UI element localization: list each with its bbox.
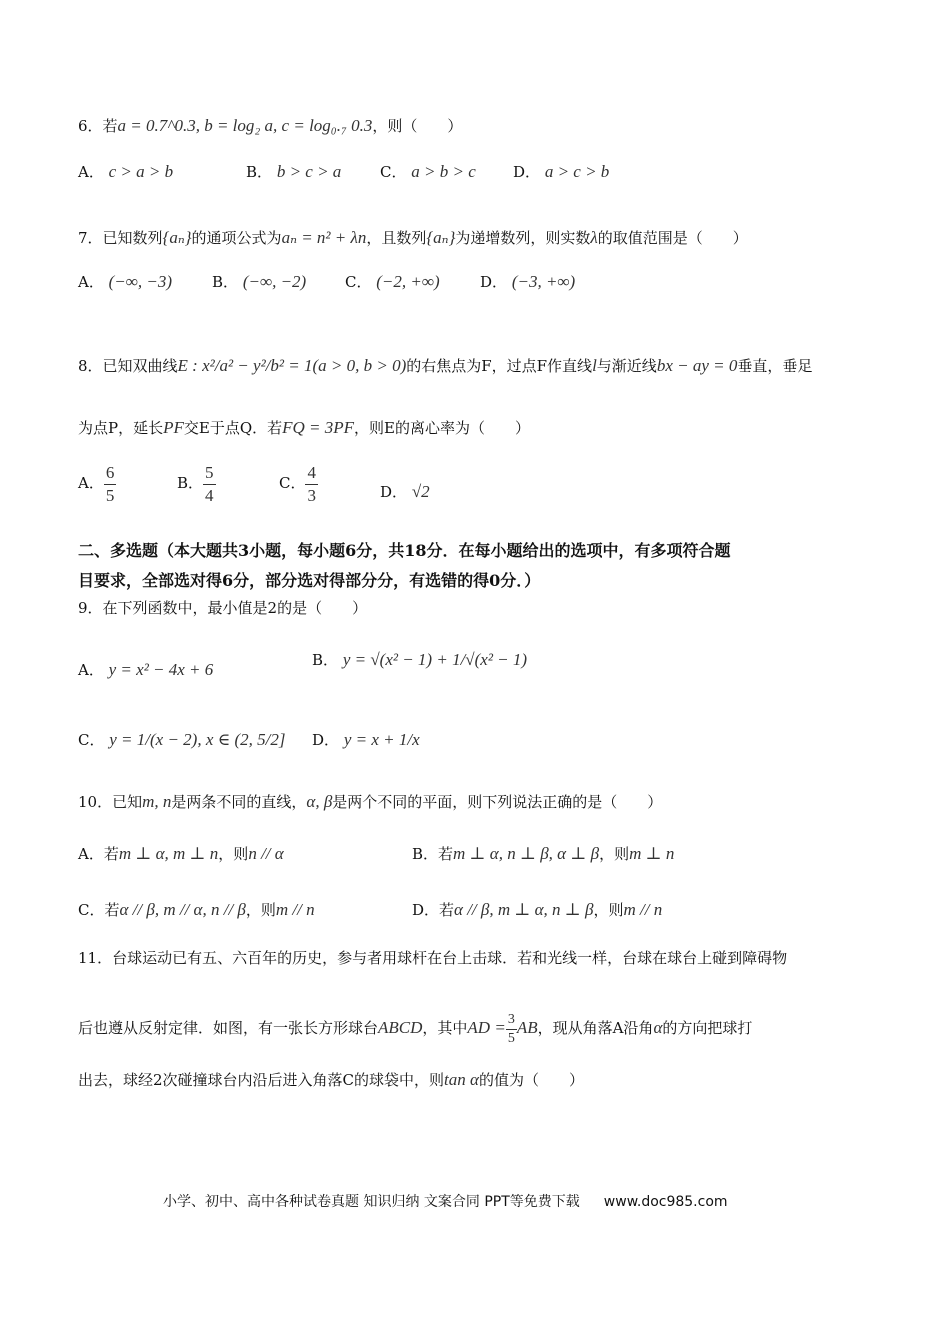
denominator: 5 [105,485,115,505]
q8-option-b [177,460,216,507]
option-label: B．若 [412,845,454,863]
q7-stem [78,228,748,248]
q7-part3: ，且数列 [366,229,427,247]
q6-option-d [513,162,609,182]
option-math: b > c > a [276,162,342,181]
option-label: C． [78,731,105,749]
q8-line-l: l [592,356,597,375]
option-label: D． [312,731,340,749]
q9-option-d [312,730,420,750]
q8-option-a [78,460,116,507]
q10-option-d [412,900,662,920]
q8-stem-line2 [78,418,530,438]
q9-stem: 9．在下列函数中，最小值是2的是（ ） [78,599,368,617]
q10-part2: 是两条不同的直线， [171,793,307,811]
numerator: 5 [203,462,216,485]
option-math: (−∞, −3) [108,272,173,291]
option-math: y = 1/(x − 2), x ∈ (2, 5/2] [109,730,286,749]
option-then: ，则 [599,845,630,863]
q7-option-b [212,272,306,292]
denominator: 5 [507,1030,515,1046]
option-math: y = x + 1/x [343,730,420,749]
fraction [104,462,117,507]
option-label: A． [78,273,104,291]
option-label: A． [78,661,104,679]
option-math: a > b > c [411,162,476,181]
option-label: D． [480,273,508,291]
q8-pf: PF [163,418,184,437]
fraction [506,1011,517,1048]
q11-line3-part2: 的值为（ ） [478,1071,584,1089]
q8-hyperbola: E : x²/a² − y²/b² = 1(a > 0, b > 0) [177,356,407,375]
q6-prefix: 6．若 [78,117,118,135]
q10-ab: α, β [306,792,333,811]
q11-line2 [78,1006,752,1050]
q7-lambda: λ [590,228,598,247]
numerator: 6 [104,462,117,485]
q7-option-d [480,272,575,292]
option-then: ，则 [218,845,249,863]
q6-option-c [380,162,476,182]
q8-part4: 垂直，垂足 [737,357,813,375]
q10-part1: 10．已知 [78,793,143,811]
option-label: C． [279,474,306,492]
option-label: B． [177,474,204,492]
q8-stem-line1 [78,356,812,376]
q11-line3-part1: 出去，球经2次碰撞球台内沿后进入角落C的球袋中，则 [78,1071,445,1089]
option-math: y = x² − 4x + 6 [108,660,214,679]
option-cond: m ⊥ α, m ⊥ n [118,844,219,863]
option-math: (−3, +∞) [511,272,576,291]
q7-formula: aₙ = n² + λn [281,228,367,247]
option-then: ，则 [245,901,276,919]
numerator: 3 [506,1011,517,1030]
q7-seq2: {aₙ} [426,228,456,247]
q11-ab: AB [516,1018,538,1037]
option-label: B． [212,273,239,291]
option-math: y = √(x² − 1) + 1/√(x² − 1) [342,650,528,669]
q7-part1: 7．已知数列 [78,229,163,247]
numerator: 4 [305,462,318,485]
section-heading-line2: 目要求，全部选对得6分，部分选对得部分分，有选错的得0分．） [78,571,541,590]
fraction [305,462,318,507]
denominator: 4 [205,485,214,505]
q8-part1: 8．已知双曲线 [78,357,178,375]
option-math: (−2, +∞) [376,272,440,291]
fraction [203,462,216,507]
q7-option-c [345,272,440,292]
q11-ad-eq: AD = [467,1018,506,1037]
q10-part3: 是两个不同的平面，则下列说法正确的是（ ） [332,793,663,811]
option-label: C．若 [78,901,120,919]
q10-option-b [412,844,674,864]
q10-option-c [78,900,315,920]
option-label: A． [78,474,104,492]
q11-tan: tan α [444,1070,479,1089]
option-result: n // α [248,844,284,863]
q11-line2-part2: ，其中 [422,1019,468,1037]
option-cond: α // β, m // α, n // β [119,900,246,919]
q7-part5: 的取值范围是（ ） [597,229,748,247]
q9-option-b [312,650,527,670]
q7-part2: 的通项公式为 [191,229,282,247]
option-label: D．若 [412,901,455,919]
q8-fq: FQ = 3PF [282,418,355,437]
option-label: A． [78,163,104,181]
q9-option-c [78,730,285,750]
q6-suffix: ，则（ ） [372,117,463,135]
q6-expr: a = 0.7^0.3, b = log₂ a, c = log₀.₇ 0.3 [117,116,373,135]
q8-asymptote: bx − ay = 0 [656,356,738,375]
option-then: ，则 [593,901,624,919]
option-result: m // n [275,900,315,919]
q8-line2-part1: 为点P，延长 [78,419,164,437]
page-footer [163,1191,728,1211]
footer-text: 小学、初中、高中各种试卷真题 知识归纳 文案合同 PPT等免费下载 [163,1194,580,1210]
option-label: B． [312,651,339,669]
option-label: D． [380,483,408,501]
section-heading-line1: 二、多选题（本大题共3小题，每小题6分，共18分．在每小题给出的选项中，有多项符合题 [78,541,731,560]
q8-option-d [380,482,430,502]
footer-url[interactable]: www.doc985.com [603,1194,728,1210]
q8-part3: 与渐近线 [596,357,657,375]
option-label: C． [345,273,372,291]
option-cond: α // β, m ⊥ α, n ⊥ β [454,900,594,919]
option-cond: m ⊥ α, n ⊥ β, α ⊥ β [453,844,600,863]
q11-line2-part3: ，现从角落A沿角 [537,1019,654,1037]
q8-line2-part3: ，则E的离心率为（ ） [354,419,530,437]
option-label: B． [246,163,273,181]
q11-line3 [78,1070,584,1090]
q8-option-c [279,460,318,507]
q10-stem [78,792,662,812]
option-label: D． [513,163,541,181]
q8-part2: 的右焦点为F，过点F作直线 [406,357,593,375]
option-label: C． [380,163,407,181]
option-label: A．若 [78,845,119,863]
q7-option-a [78,272,172,292]
q7-part4: 为递增数列，则实数 [455,229,591,247]
q10-mn: m, n [142,792,172,811]
q10-option-a [78,844,284,864]
option-math: a > c > b [544,162,610,181]
option-math: (−∞, −2) [242,272,307,291]
denominator: 3 [307,485,316,505]
q6-option-b [246,162,341,182]
q11-line2-part1: 后也遵从反射定律．如图，有一张长方形球台 [78,1019,379,1037]
option-math: c > a > b [108,162,174,181]
q6-stem [78,116,462,136]
q11-abcd: ABCD [378,1018,423,1037]
q7-seq1: {aₙ} [162,228,192,247]
q11-line1: 11．台球运动已有五、六百年的历史，参与者用球杆在台上击球．若和光线一样，台球在球台上碰到障碍物 [78,949,788,967]
q6-option-a [78,162,173,182]
option-math: √2 [411,482,430,501]
q9-option-a [78,660,213,680]
option-result: m ⊥ n [629,844,675,863]
option-result: m // n [623,900,663,919]
q11-alpha: α [653,1018,663,1037]
q8-line2-part2: 交E于点Q．若 [183,419,283,437]
q11-line2-part4: 的方向把球打 [662,1019,753,1037]
